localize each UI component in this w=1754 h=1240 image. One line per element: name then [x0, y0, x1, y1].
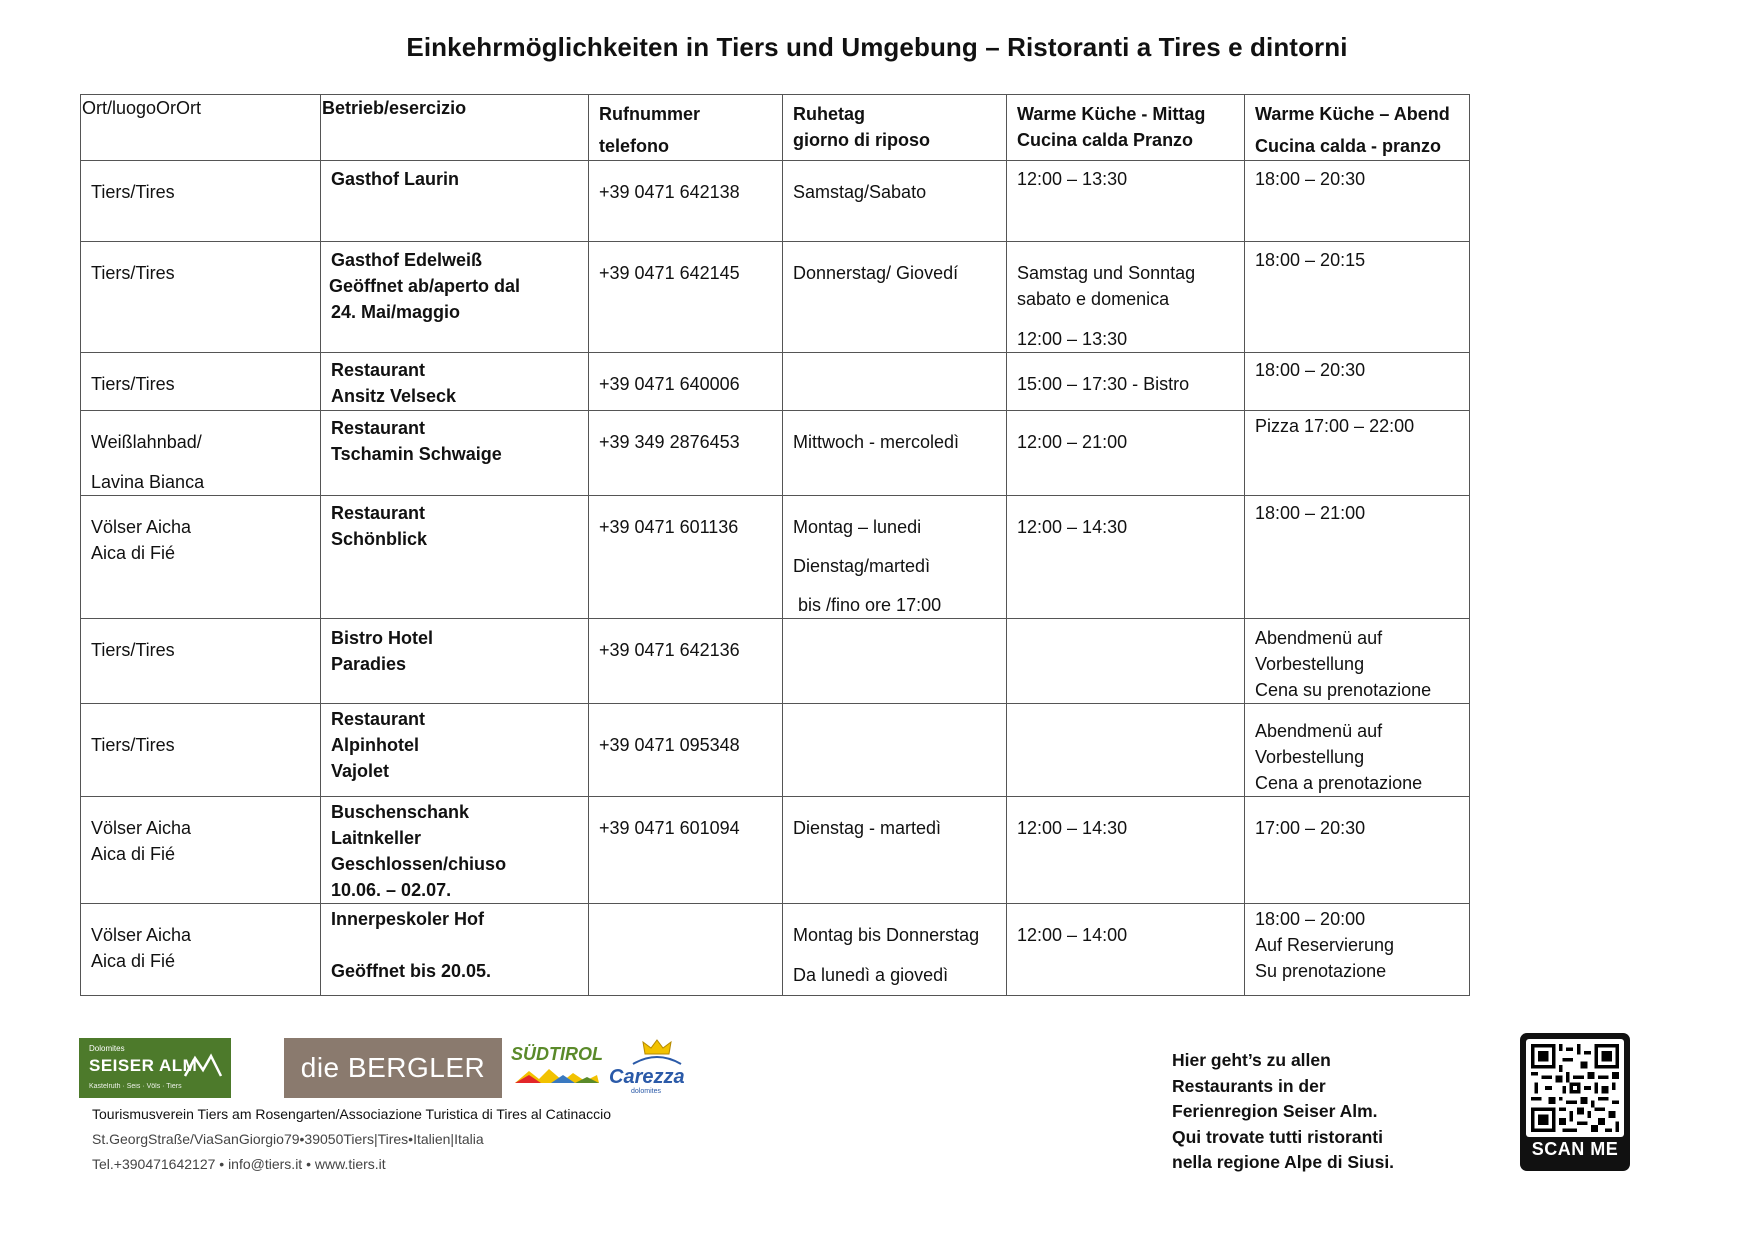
- cell-phone: [589, 496, 783, 619]
- betrieb-line: Restaurant: [331, 503, 426, 523]
- betrieb-line: Laitnkeller: [331, 828, 422, 848]
- carezza-logo-text: Carezza: [609, 1066, 685, 1088]
- betrieb-line: Bistro Hotel: [331, 628, 434, 648]
- mittag-line: 12:00 – 14:30: [1017, 818, 1128, 838]
- page-title: Einkehrmöglichkeiten in Tiers und Umgebung – Ristoranti a Tires e dintorni: [406, 32, 1348, 62]
- header-riposo-label: giorno di riposo: [793, 130, 930, 150]
- cell-abend: [1245, 904, 1470, 996]
- scan-me-label: SCAN ME: [1531, 1139, 1619, 1159]
- table-row: [81, 353, 1470, 411]
- table-row: [81, 904, 1470, 996]
- ruhetag-line: bis /fino ore 17:00: [793, 595, 942, 615]
- header-mittag-label: Warme Küche - Mittag: [1017, 104, 1206, 124]
- betrieb-line: Restaurant: [331, 360, 426, 380]
- cell-abend: [1245, 496, 1470, 619]
- cell-ort: [81, 904, 321, 996]
- promo-line: nella regione Alpe di Siusi.: [1172, 1152, 1395, 1172]
- mittag-line: Samstag und Sonntag: [1017, 263, 1196, 283]
- betrieb-line: Innerpeskoler Hof: [331, 909, 485, 929]
- betrieb-line: Vajolet: [331, 761, 390, 781]
- ruhetag-line: Da lunedì a giovedì: [793, 965, 949, 985]
- ort-line: Aica di Fié: [91, 543, 176, 563]
- betrieb-line: Schönblick: [331, 529, 428, 549]
- cell-abend: [1245, 704, 1470, 797]
- suedtirol-logo: [511, 1044, 603, 1094]
- abend-line: Cena su prenotazione: [1255, 680, 1432, 700]
- abend-line: 17:00 – 20:30: [1255, 818, 1366, 838]
- cell-mittag: [1007, 496, 1245, 619]
- cell-mittag: [1007, 161, 1245, 242]
- carezza-logo: [609, 1038, 695, 1098]
- ruhetag-line: Donnerstag/ Giovedí: [793, 263, 959, 283]
- cell-abend: [1245, 797, 1470, 904]
- promo-line: Qui trovate tutti ristoranti: [1172, 1126, 1383, 1147]
- ort-line: Tiers/Tires: [91, 735, 175, 755]
- die-bergler-logo: die BERGLER: [284, 1038, 502, 1098]
- carezza-crown-icon: [627, 1038, 687, 1068]
- header-mittag: [1007, 95, 1245, 161]
- cell-ort: [81, 619, 321, 704]
- mittag-line: 12:00 – 14:00: [1017, 925, 1128, 945]
- cell-abend: [1245, 353, 1470, 411]
- seiser-alm-logo-sub: Kastelruth · Seis · Völs · Tiers: [89, 1083, 182, 1090]
- betrieb-line: Restaurant: [331, 418, 426, 438]
- ruhetag-line: Montag bis Donnerstag: [793, 925, 980, 945]
- table-row: [81, 496, 1470, 619]
- header-abend: [1245, 95, 1470, 161]
- seiser-alm-logo-small: Dolomites: [89, 1044, 125, 1053]
- phone-number: +39 0471 601094: [599, 818, 740, 838]
- table-row: [81, 242, 1470, 353]
- cell-phone: [589, 242, 783, 353]
- table-row: [81, 797, 1470, 904]
- header-cena-label: Cucina calda - pranzo: [1255, 136, 1442, 156]
- carezza-logo-sub: dolomites: [631, 1088, 661, 1095]
- betrieb-line: Gasthof Laurin: [331, 169, 460, 189]
- header-rufnummer-label: Rufnummer: [599, 104, 701, 124]
- abend-line: 18:00 – 21:00: [1255, 503, 1366, 523]
- header-ort-label: Ort/luogoOrOrt: [82, 98, 202, 118]
- betrieb-line: Gasthof Edelweiß: [331, 250, 483, 270]
- abend-line: Abendmenü auf: [1255, 721, 1383, 741]
- ruhetag-line: Montag – lunedi: [793, 517, 922, 537]
- cell-ort: [81, 496, 321, 619]
- table-row: [81, 411, 1470, 496]
- cell-ruhetag: [783, 411, 1007, 496]
- cell-ruhetag: [783, 161, 1007, 242]
- phone-number: +39 0471 642136: [599, 640, 740, 660]
- mittag-line: sabato e domenica: [1017, 289, 1170, 309]
- phone-number: +39 349 2876453: [599, 432, 740, 452]
- cell-ruhetag: [783, 242, 1007, 353]
- cell-ort: [81, 353, 321, 411]
- cell-phone: [589, 353, 783, 411]
- abend-line: Abendmenü auf: [1255, 628, 1383, 648]
- ort-line: Lavina Bianca: [91, 472, 205, 492]
- cell-betrieb: [321, 797, 589, 904]
- ort-line: Völser Aicha: [91, 925, 192, 945]
- cell-mittag: [1007, 411, 1245, 496]
- ort-line: Aica di Fié: [91, 951, 176, 971]
- phone-number: +39 0471 095348: [599, 735, 740, 755]
- mittag-line: 12:00 – 14:30: [1017, 517, 1128, 537]
- phone-number: +39 0471 642138: [599, 182, 740, 202]
- mountain-icon: [183, 1052, 223, 1080]
- ruhetag-line: Mittwoch - mercoledì: [793, 432, 960, 452]
- qr-promo-text: [1172, 1048, 1394, 1176]
- cell-ort: [81, 411, 321, 496]
- cell-mittag: [1007, 797, 1245, 904]
- promo-line: Ferienregion Seiser Alm.: [1172, 1101, 1378, 1121]
- abend-line: 18:00 – 20:30: [1255, 360, 1366, 380]
- betrieb-line: Geschlossen/chiuso: [331, 854, 507, 874]
- mittag-line: 12:00 – 21:00: [1017, 432, 1128, 452]
- cell-ruhetag: [783, 797, 1007, 904]
- abend-line: Su prenotazione: [1255, 961, 1387, 981]
- header-ruhetag-label: Ruhetag: [793, 104, 865, 124]
- address-line-2: St.GeorgStraße/ViaSanGiorgio79•39050Tiers|Tires•Italien|Italia: [92, 1131, 484, 1147]
- header-betrieb-label: Betrieb/esercizio: [322, 98, 467, 118]
- cell-betrieb: [321, 242, 589, 353]
- ort-line: Völser Aicha: [91, 818, 192, 838]
- cell-ruhetag: [783, 904, 1007, 996]
- seiser-alm-logo-title: SEISER ALM: [89, 1056, 198, 1075]
- header-telefono-label: telefono: [599, 136, 669, 156]
- promo-line: Hier geht’s zu allen: [1172, 1050, 1331, 1070]
- betrieb-line: Restaurant: [331, 709, 426, 729]
- cell-betrieb: [321, 161, 589, 242]
- abend-line: Cena a prenotazione: [1255, 773, 1423, 793]
- footer-address: [92, 1102, 611, 1177]
- betrieb-line: Geöffnet ab/aperto dal: [329, 276, 521, 296]
- ort-line: Völser Aicha: [91, 517, 192, 537]
- phone-number: +39 0471 642145: [599, 263, 740, 283]
- mittag-line: 15:00 – 17:30 - Bistro: [1017, 374, 1190, 394]
- cell-ort: [81, 797, 321, 904]
- cell-mittag: [1007, 904, 1245, 996]
- header-rufnummer: [589, 95, 783, 161]
- betrieb-line: Alpinhotel: [331, 735, 419, 755]
- table-row: [81, 619, 1470, 704]
- cell-ruhetag: [783, 619, 1007, 704]
- cell-phone: [589, 704, 783, 797]
- cell-ruhetag: [783, 496, 1007, 619]
- cell-mittag: [1007, 242, 1245, 353]
- table-header-row: [81, 95, 1470, 161]
- suedtirol-logo-text: SÜDTIROL: [511, 1044, 603, 1064]
- suedtirol-mountain-icon: [511, 1065, 603, 1085]
- cell-ruhetag: [783, 353, 1007, 411]
- abend-line: 18:00 – 20:15: [1255, 250, 1366, 270]
- betrieb-line: Buschenschank: [331, 802, 470, 822]
- abend-line: Vorbestellung: [1255, 654, 1365, 674]
- cell-ort: [81, 704, 321, 797]
- betrieb-line: 10.06. – 02.07.: [331, 880, 452, 900]
- cell-phone: [589, 797, 783, 904]
- cell-abend: [1245, 161, 1470, 242]
- cell-mittag: [1007, 704, 1245, 797]
- address-line-1: Tourismusverein Tiers am Rosengarten/Associazione Turistica di Tires al Catinaccio: [92, 1106, 611, 1122]
- ort-line: Tiers/Tires: [91, 263, 175, 283]
- cell-mittag: [1007, 619, 1245, 704]
- betrieb-line: Geöffnet bis 20.05.: [331, 961, 492, 981]
- cell-betrieb: [321, 496, 589, 619]
- cell-betrieb: [321, 619, 589, 704]
- cell-ort: [81, 242, 321, 353]
- mittag-line: 12:00 – 13:30: [1017, 329, 1128, 349]
- ort-line: Tiers/Tires: [91, 182, 175, 202]
- cell-betrieb: [321, 411, 589, 496]
- cell-betrieb: [321, 353, 589, 411]
- address-line-3: Tel.+390471642127 • info@tiers.it • www.tiers.it: [92, 1156, 386, 1172]
- cell-abend: [1245, 411, 1470, 496]
- abend-line: 18:00 – 20:00: [1255, 909, 1366, 929]
- cell-mittag: [1007, 353, 1245, 411]
- table-row: [81, 161, 1470, 242]
- ort-line: Weißlahnbad/: [91, 432, 202, 452]
- restaurant-table: [80, 94, 1470, 996]
- cell-ruhetag: [783, 704, 1007, 797]
- seiser-alm-logo: [79, 1038, 231, 1098]
- header-ruhetag: [783, 95, 1007, 161]
- ruhetag-line: Dienstag/martedì: [793, 556, 931, 576]
- ruhetag-line: Dienstag - martedì: [793, 818, 942, 838]
- phone-number: +39 0471 601136: [599, 517, 739, 537]
- promo-line: Restaurants in der: [1172, 1075, 1326, 1096]
- abend-line: Auf Reservierung: [1255, 935, 1395, 955]
- cell-abend: [1245, 619, 1470, 704]
- ort-line: Aica di Fié: [91, 844, 176, 864]
- cell-abend: [1245, 242, 1470, 353]
- betrieb-line: Paradies: [331, 654, 407, 674]
- abend-line: 18:00 – 20:30: [1255, 169, 1366, 189]
- qr-code-image: [1526, 1039, 1624, 1137]
- cell-betrieb: [321, 704, 589, 797]
- qr-code-icon: [1531, 1044, 1619, 1132]
- header-pranzo-label: Cucina calda Pranzo: [1017, 130, 1194, 150]
- abend-line: Pizza 17:00 – 22:00: [1255, 416, 1415, 436]
- abend-line: Vorbestellung: [1255, 747, 1365, 767]
- mittag-line: 12:00 – 13:30: [1017, 169, 1128, 189]
- header-ort: [81, 95, 321, 161]
- betrieb-line: Tschamin Schwaige: [331, 444, 502, 464]
- cell-phone: [589, 619, 783, 704]
- table-row: [81, 704, 1470, 797]
- betrieb-line: Ansitz Velseck: [331, 386, 457, 406]
- cell-betrieb: [321, 904, 589, 996]
- cell-phone: [589, 904, 783, 996]
- ruhetag-line: Samstag/Sabato: [793, 182, 927, 202]
- qr-code[interactable]: [1520, 1033, 1630, 1171]
- betrieb-line: 24. Mai/maggio: [331, 302, 461, 322]
- cell-ort: [81, 161, 321, 242]
- ort-line: Tiers/Tires: [91, 640, 175, 660]
- header-betrieb: [321, 95, 589, 161]
- header-abend-label: Warme Küche – Abend: [1255, 104, 1450, 124]
- ort-line: Tiers/Tires: [91, 374, 175, 394]
- cell-phone: [589, 411, 783, 496]
- cell-phone: [589, 161, 783, 242]
- phone-number: +39 0471 640006: [599, 374, 740, 394]
- phone-number: [599, 904, 772, 922]
